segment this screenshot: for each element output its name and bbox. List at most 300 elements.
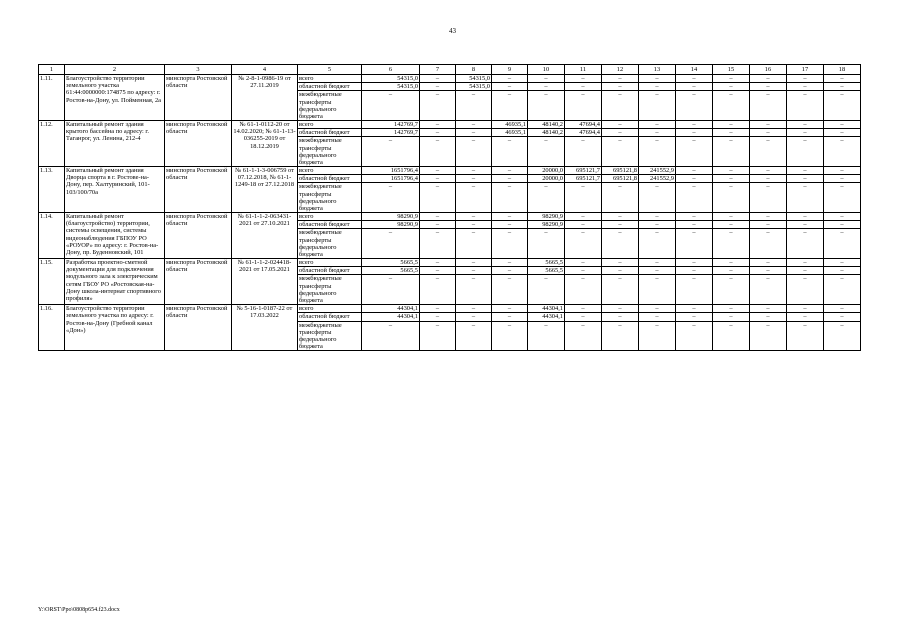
- amount-cell: –: [602, 83, 639, 91]
- amount-cell: –: [639, 275, 676, 305]
- amount-cell: –: [456, 121, 492, 129]
- amount-cell: –: [362, 137, 420, 167]
- amount-cell: –: [750, 137, 787, 167]
- amount-cell: –: [750, 313, 787, 321]
- funding-source: всего: [298, 167, 362, 175]
- amount-cell: 54315,0: [362, 83, 420, 91]
- document-ref: № 61-1-1-3-006759 от 07.12.2018, № 61-1-1249-18 от 27.12.2018: [232, 167, 298, 213]
- amount-cell: –: [639, 137, 676, 167]
- amount-cell: –: [420, 175, 456, 183]
- amount-cell: –: [750, 305, 787, 313]
- amount-cell: –: [824, 267, 861, 275]
- amount-cell: –: [639, 129, 676, 137]
- column-header: 8: [456, 65, 492, 75]
- row-number: 1.15.: [39, 259, 65, 305]
- document-ref: № 61-1-1-2-063431-2021 от 27.10.2021: [232, 213, 298, 259]
- amount-cell: –: [456, 167, 492, 175]
- amount-cell: –: [750, 275, 787, 305]
- amount-cell: 5665,5: [528, 267, 565, 275]
- amount-cell: –: [676, 75, 713, 83]
- amount-cell: –: [713, 229, 750, 259]
- amount-cell: –: [602, 213, 639, 221]
- amount-cell: –: [750, 267, 787, 275]
- amount-cell: –: [713, 313, 750, 321]
- amount-cell: –: [528, 275, 565, 305]
- amount-cell: –: [676, 313, 713, 321]
- responsible-org: минспорта Ростовской области: [165, 121, 232, 167]
- amount-cell: 20000,0: [528, 167, 565, 175]
- column-header: 18: [824, 65, 861, 75]
- amount-cell: –: [528, 321, 565, 351]
- amount-cell: –: [420, 259, 456, 267]
- amount-cell: –: [639, 259, 676, 267]
- amount-cell: –: [492, 259, 528, 267]
- amount-cell: –: [676, 183, 713, 213]
- amount-cell: –: [676, 167, 713, 175]
- amount-cell: –: [713, 213, 750, 221]
- amount-cell: –: [492, 229, 528, 259]
- amount-cell: –: [602, 129, 639, 137]
- amount-cell: 54315,0: [362, 75, 420, 83]
- amount-cell: –: [492, 313, 528, 321]
- object-name: Разработка проектно-сметной документации для подключения модульного зала к электрическим сетям ГБОУ РО «Ростовская-на-Дону школа-интернат спортивного профиля»: [65, 259, 165, 305]
- amount-cell: –: [420, 129, 456, 137]
- funding-source: областной бюджет: [298, 129, 362, 137]
- funding-source: всего: [298, 259, 362, 267]
- amount-cell: –: [456, 175, 492, 183]
- amount-cell: –: [639, 221, 676, 229]
- object-name: Благоустройство территории земельного участка 61:44:0000000:174875 по адресу: г. Ростов-на-Дону, ул. Пойменная, 2а: [65, 75, 165, 121]
- amount-cell: –: [750, 167, 787, 175]
- column-header: 11: [565, 65, 602, 75]
- amount-cell: 54315,0: [456, 75, 492, 83]
- amount-cell: –: [787, 259, 824, 267]
- amount-cell: –: [639, 229, 676, 259]
- object-name: Капитальный ремонт здания Дворца спорта в г. Ростове-на-Дону, пер. Халтуринский, 101-103/100/70а: [65, 167, 165, 213]
- amount-cell: –: [602, 137, 639, 167]
- budget-table: [38, 64, 861, 351]
- amount-cell: –: [824, 129, 861, 137]
- funding-source: межбюджетные трансферты федерального бюджета: [298, 275, 362, 305]
- amount-cell: –: [492, 137, 528, 167]
- amount-cell: –: [713, 305, 750, 313]
- amount-cell: –: [787, 275, 824, 305]
- amount-cell: –: [602, 75, 639, 83]
- amount-cell: –: [639, 213, 676, 221]
- amount-cell: –: [456, 91, 492, 121]
- column-header: 17: [787, 65, 824, 75]
- object-name: Капитальный ремонт (благоустройство) территории, системы освещения, системы видеонаблюдения ГБПОУ РО «РОУОР» по адресу: г. Ростов-на-Дону, пр. Буденновский, 101: [65, 213, 165, 259]
- amount-cell: –: [713, 321, 750, 351]
- amount-cell: –: [824, 137, 861, 167]
- amount-cell: –: [676, 175, 713, 183]
- amount-cell: –: [456, 259, 492, 267]
- amount-cell: –: [787, 91, 824, 121]
- amount-cell: –: [713, 267, 750, 275]
- amount-cell: –: [456, 221, 492, 229]
- amount-cell: –: [362, 91, 420, 121]
- amount-cell: –: [528, 83, 565, 91]
- amount-cell: 44304,1: [362, 313, 420, 321]
- amount-cell: –: [713, 137, 750, 167]
- amount-cell: 98290,9: [528, 213, 565, 221]
- amount-cell: –: [787, 229, 824, 259]
- amount-cell: –: [565, 321, 602, 351]
- amount-cell: –: [602, 221, 639, 229]
- amount-cell: –: [456, 137, 492, 167]
- footer-file-path: Y:\ORST\Ppo\0808p654.f23.docx: [38, 607, 120, 613]
- amount-cell: –: [713, 83, 750, 91]
- amount-cell: –: [602, 267, 639, 275]
- page-number: 43: [449, 27, 456, 35]
- amount-cell: –: [492, 275, 528, 305]
- amount-cell: –: [639, 321, 676, 351]
- amount-cell: –: [787, 175, 824, 183]
- amount-cell: –: [824, 321, 861, 351]
- amount-cell: –: [565, 229, 602, 259]
- amount-cell: 5665,5: [528, 259, 565, 267]
- amount-cell: 44304,1: [528, 313, 565, 321]
- funding-source: межбюджетные трансферты федерального бюджета: [298, 321, 362, 351]
- amount-cell: –: [787, 129, 824, 137]
- amount-cell: –: [420, 137, 456, 167]
- amount-cell: –: [362, 229, 420, 259]
- funding-source: областной бюджет: [298, 313, 362, 321]
- object-name: Капитальный ремонт здания крытого бассейна по адресу: г. Таганрог, ул. Ленина, 212-4: [65, 121, 165, 167]
- row-number: 1.12.: [39, 121, 65, 167]
- amount-cell: –: [787, 221, 824, 229]
- amount-cell: 142769,7: [362, 121, 420, 129]
- funding-source: всего: [298, 75, 362, 83]
- amount-cell: 48140,2: [528, 121, 565, 129]
- amount-cell: –: [492, 183, 528, 213]
- amount-cell: 98290,9: [362, 221, 420, 229]
- column-header: 10: [528, 65, 565, 75]
- amount-cell: –: [456, 321, 492, 351]
- amount-cell: –: [420, 229, 456, 259]
- amount-cell: –: [824, 221, 861, 229]
- document-ref: № 5-16-1-0187-22 от 17.03.2022: [232, 305, 298, 351]
- amount-cell: –: [420, 321, 456, 351]
- amount-cell: –: [456, 183, 492, 213]
- amount-cell: –: [824, 121, 861, 129]
- amount-cell: –: [420, 213, 456, 221]
- amount-cell: –: [750, 75, 787, 83]
- amount-cell: –: [565, 91, 602, 121]
- amount-cell: –: [824, 213, 861, 221]
- amount-cell: 241552,9: [639, 167, 676, 175]
- amount-cell: 46935,1: [492, 121, 528, 129]
- column-header: 9: [492, 65, 528, 75]
- amount-cell: –: [676, 213, 713, 221]
- column-header: 3: [165, 65, 232, 75]
- amount-cell: 5665,5: [362, 259, 420, 267]
- amount-cell: –: [420, 83, 456, 91]
- table-row: [39, 121, 861, 129]
- amount-cell: –: [824, 83, 861, 91]
- column-header: 12: [602, 65, 639, 75]
- column-header: 14: [676, 65, 713, 75]
- amount-cell: 695121,7: [565, 175, 602, 183]
- amount-cell: –: [492, 267, 528, 275]
- responsible-org: минспорта Ростовской области: [165, 305, 232, 351]
- amount-cell: –: [602, 305, 639, 313]
- amount-cell: 695121,7: [565, 167, 602, 175]
- amount-cell: –: [676, 275, 713, 305]
- column-header: 13: [639, 65, 676, 75]
- amount-cell: –: [602, 91, 639, 121]
- column-header: 16: [750, 65, 787, 75]
- amount-cell: –: [787, 137, 824, 167]
- amount-cell: –: [528, 229, 565, 259]
- responsible-org: минспорта Ростовской области: [165, 213, 232, 259]
- amount-cell: –: [420, 75, 456, 83]
- amount-cell: –: [676, 305, 713, 313]
- amount-cell: –: [676, 321, 713, 351]
- amount-cell: –: [492, 305, 528, 313]
- amount-cell: –: [713, 183, 750, 213]
- amount-cell: –: [676, 121, 713, 129]
- amount-cell: –: [492, 175, 528, 183]
- amount-cell: –: [787, 183, 824, 213]
- amount-cell: –: [362, 321, 420, 351]
- amount-cell: –: [713, 275, 750, 305]
- funding-source: всего: [298, 121, 362, 129]
- amount-cell: –: [565, 275, 602, 305]
- amount-cell: –: [602, 229, 639, 259]
- amount-cell: –: [420, 221, 456, 229]
- column-header: 5: [298, 65, 362, 75]
- amount-cell: 5665,5: [362, 267, 420, 275]
- amount-cell: –: [639, 121, 676, 129]
- amount-cell: 98290,9: [362, 213, 420, 221]
- amount-cell: –: [713, 167, 750, 175]
- amount-cell: –: [639, 91, 676, 121]
- amount-cell: –: [456, 129, 492, 137]
- amount-cell: 48140,2: [528, 129, 565, 137]
- amount-cell: –: [420, 121, 456, 129]
- amount-cell: –: [713, 121, 750, 129]
- amount-cell: –: [824, 175, 861, 183]
- funding-source: областной бюджет: [298, 221, 362, 229]
- amount-cell: –: [602, 313, 639, 321]
- responsible-org: минспорта Ростовской области: [165, 75, 232, 121]
- row-number: 1.16.: [39, 305, 65, 351]
- amount-cell: –: [639, 183, 676, 213]
- amount-cell: –: [787, 321, 824, 351]
- amount-cell: –: [676, 221, 713, 229]
- amount-cell: –: [565, 267, 602, 275]
- amount-cell: 1651796,4: [362, 175, 420, 183]
- amount-cell: –: [676, 83, 713, 91]
- amount-cell: 98290,9: [528, 221, 565, 229]
- amount-cell: 20000,0: [528, 175, 565, 183]
- amount-cell: –: [565, 75, 602, 83]
- amount-cell: –: [676, 137, 713, 167]
- amount-cell: –: [565, 213, 602, 221]
- amount-cell: –: [420, 267, 456, 275]
- amount-cell: –: [492, 75, 528, 83]
- funding-source: всего: [298, 213, 362, 221]
- amount-cell: –: [713, 75, 750, 83]
- amount-cell: 695121,8: [602, 175, 639, 183]
- amount-cell: 1651796,4: [362, 167, 420, 175]
- amount-cell: –: [528, 137, 565, 167]
- amount-cell: 695121,8: [602, 167, 639, 175]
- amount-cell: –: [750, 221, 787, 229]
- amount-cell: –: [787, 167, 824, 175]
- amount-cell: –: [565, 313, 602, 321]
- amount-cell: –: [602, 321, 639, 351]
- amount-cell: –: [420, 305, 456, 313]
- amount-cell: –: [456, 267, 492, 275]
- amount-cell: –: [639, 267, 676, 275]
- amount-cell: –: [713, 221, 750, 229]
- row-number: 1.14.: [39, 213, 65, 259]
- amount-cell: –: [713, 175, 750, 183]
- amount-cell: –: [420, 275, 456, 305]
- funding-source: областной бюджет: [298, 267, 362, 275]
- document-ref: № 61-1-1-2-024418-2021 от 17.05.2021: [232, 259, 298, 305]
- amount-cell: –: [565, 83, 602, 91]
- amount-cell: –: [787, 121, 824, 129]
- amount-cell: –: [456, 313, 492, 321]
- amount-cell: –: [602, 275, 639, 305]
- amount-cell: –: [713, 259, 750, 267]
- amount-cell: –: [787, 213, 824, 221]
- amount-cell: –: [713, 91, 750, 121]
- object-name: Благоустройство территории земельного участка по адресу: г. Ростов-на-Дону (Гребной канал «Дон»): [65, 305, 165, 351]
- amount-cell: –: [362, 183, 420, 213]
- document-ref: № 61-1-0112-20 от 14.02.2020; № 61-1-13-036255-2019 от 18.12.2019: [232, 121, 298, 167]
- amount-cell: 54315,0: [456, 83, 492, 91]
- amount-cell: –: [420, 167, 456, 175]
- amount-cell: 46935,1: [492, 129, 528, 137]
- amount-cell: –: [420, 183, 456, 213]
- column-header: 7: [420, 65, 456, 75]
- amount-cell: –: [456, 275, 492, 305]
- responsible-org: минспорта Ростовской области: [165, 167, 232, 213]
- amount-cell: –: [528, 91, 565, 121]
- amount-cell: –: [639, 75, 676, 83]
- amount-cell: –: [676, 129, 713, 137]
- column-header: 2: [65, 65, 165, 75]
- amount-cell: 241552,9: [639, 175, 676, 183]
- amount-cell: –: [639, 305, 676, 313]
- amount-cell: –: [565, 183, 602, 213]
- amount-cell: –: [528, 183, 565, 213]
- column-header: 1: [39, 65, 65, 75]
- amount-cell: 44304,1: [362, 305, 420, 313]
- funding-source: межбюджетные трансферты федерального бюджета: [298, 229, 362, 259]
- amount-cell: –: [492, 83, 528, 91]
- amount-cell: –: [750, 213, 787, 221]
- table-body: [39, 75, 861, 351]
- amount-cell: –: [750, 83, 787, 91]
- funding-source: межбюджетные трансферты федерального бюджета: [298, 91, 362, 121]
- amount-cell: 142769,7: [362, 129, 420, 137]
- header-row: [39, 65, 861, 75]
- amount-cell: –: [676, 259, 713, 267]
- amount-cell: –: [456, 229, 492, 259]
- amount-cell: –: [750, 229, 787, 259]
- table-row: [39, 305, 861, 313]
- amount-cell: –: [824, 229, 861, 259]
- amount-cell: –: [824, 75, 861, 83]
- amount-cell: –: [750, 175, 787, 183]
- column-header: 4: [232, 65, 298, 75]
- amount-cell: –: [602, 259, 639, 267]
- amount-cell: 47694,4: [565, 129, 602, 137]
- amount-cell: –: [492, 213, 528, 221]
- document-ref: № 2-8-1-0986-19 от 27.11.2019: [232, 75, 298, 121]
- table-row: [39, 213, 861, 221]
- amount-cell: –: [787, 267, 824, 275]
- amount-cell: –: [824, 91, 861, 121]
- table-row: [39, 75, 861, 83]
- amount-cell: –: [713, 129, 750, 137]
- amount-cell: –: [639, 83, 676, 91]
- amount-cell: –: [676, 267, 713, 275]
- amount-cell: –: [750, 259, 787, 267]
- column-header: 6: [362, 65, 420, 75]
- amount-cell: –: [787, 75, 824, 83]
- amount-cell: –: [750, 183, 787, 213]
- amount-cell: 44304,1: [528, 305, 565, 313]
- amount-cell: –: [750, 129, 787, 137]
- amount-cell: –: [362, 275, 420, 305]
- amount-cell: –: [824, 183, 861, 213]
- table-row: [39, 259, 861, 267]
- responsible-org: минспорта Ростовской области: [165, 259, 232, 305]
- funding-source: всего: [298, 305, 362, 313]
- amount-cell: –: [565, 305, 602, 313]
- row-number: 1.11.: [39, 75, 65, 121]
- amount-cell: –: [528, 75, 565, 83]
- amount-cell: –: [565, 137, 602, 167]
- amount-cell: –: [750, 91, 787, 121]
- amount-cell: –: [565, 221, 602, 229]
- table-row: [39, 167, 861, 175]
- amount-cell: –: [602, 121, 639, 129]
- amount-cell: –: [750, 321, 787, 351]
- amount-cell: –: [824, 167, 861, 175]
- amount-cell: –: [676, 229, 713, 259]
- amount-cell: –: [456, 213, 492, 221]
- amount-cell: 47694,4: [565, 121, 602, 129]
- amount-cell: –: [787, 305, 824, 313]
- amount-cell: –: [565, 259, 602, 267]
- amount-cell: –: [639, 313, 676, 321]
- funding-source: областной бюджет: [298, 175, 362, 183]
- funding-source: областной бюджет: [298, 83, 362, 91]
- amount-cell: –: [492, 321, 528, 351]
- amount-cell: –: [492, 167, 528, 175]
- amount-cell: –: [602, 183, 639, 213]
- amount-cell: –: [676, 91, 713, 121]
- amount-cell: –: [420, 313, 456, 321]
- column-header: 15: [713, 65, 750, 75]
- amount-cell: –: [824, 305, 861, 313]
- amount-cell: –: [787, 313, 824, 321]
- funding-source: межбюджетные трансферты федерального бюджета: [298, 183, 362, 213]
- amount-cell: –: [456, 305, 492, 313]
- amount-cell: –: [492, 221, 528, 229]
- amount-cell: –: [750, 121, 787, 129]
- amount-cell: –: [824, 275, 861, 305]
- amount-cell: –: [787, 83, 824, 91]
- amount-cell: –: [824, 259, 861, 267]
